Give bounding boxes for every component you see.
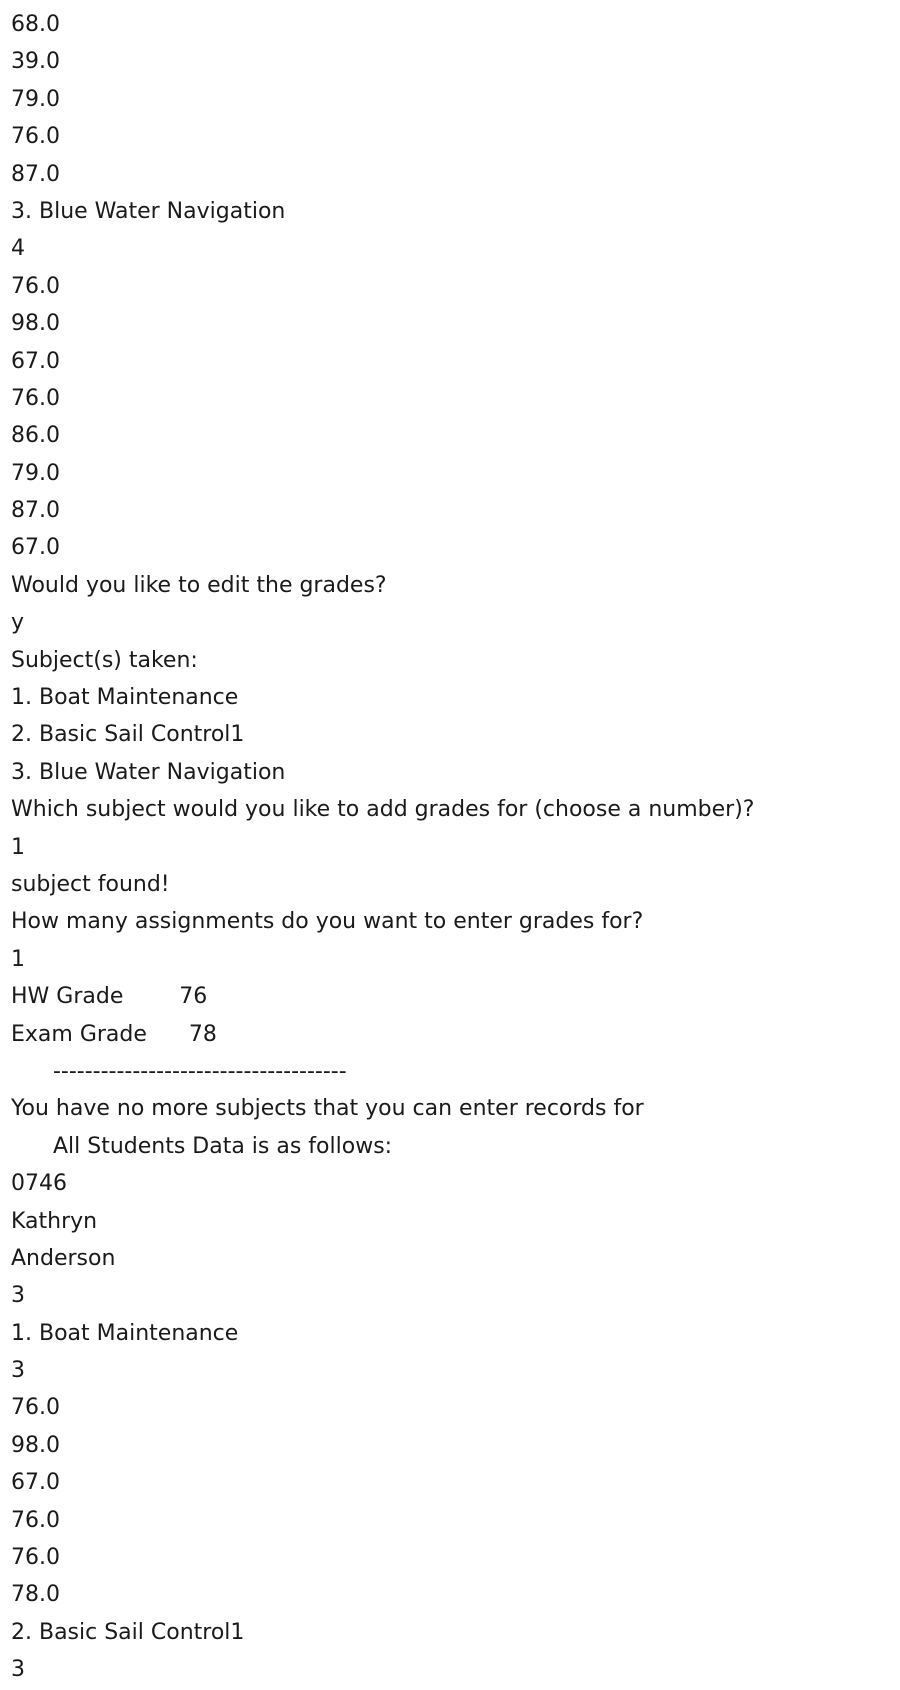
output-line: 87.0 <box>11 161 60 187</box>
output-line: 3 <box>11 1358 25 1384</box>
output-line: Subject(s) taken: <box>11 647 198 673</box>
output-line: 2. Basic Sail Control1 <box>11 722 245 748</box>
output-line: 79.0 <box>11 460 60 486</box>
output-line: How many assignments do you want to enter grades for? <box>11 909 644 935</box>
output-line: 3. Blue Water Navigation <box>11 198 286 224</box>
output-line: 39.0 <box>11 49 60 75</box>
output-line: All Students Data is as follows: <box>11 1133 393 1159</box>
output-line: 78.0 <box>11 1582 60 1608</box>
output-line: 76.0 <box>11 1545 60 1571</box>
output-line: 79.0 <box>11 86 60 112</box>
output-line: 76.0 <box>11 1507 60 1533</box>
output-line: 86.0 <box>11 423 60 449</box>
output-line: 76.0 <box>11 124 60 150</box>
output-line: 1 <box>11 946 25 972</box>
output-line: Anderson <box>11 1245 116 1271</box>
output-line: y <box>11 610 25 636</box>
output-line: 1 <box>11 834 25 860</box>
output-line: Kathryn <box>11 1208 98 1234</box>
output-line: 2. Basic Sail Control1 <box>11 1619 245 1645</box>
output-line: subject found! <box>11 871 170 897</box>
separator-line: ------------------------------------- <box>11 1058 347 1084</box>
output-line: 76.0 <box>11 385 60 411</box>
output-line: 1. Boat Maintenance <box>11 1320 239 1346</box>
output-line: 76.0 <box>11 1395 60 1421</box>
output-line: Would you like to edit the grades? <box>11 572 387 598</box>
output-line: 98.0 <box>11 311 60 337</box>
output-line: Which subject would you like to add grades for (choose a number)? <box>11 797 755 823</box>
output-line: You have no more subjects that you can enter records for <box>11 1096 644 1122</box>
output-line: 68.0 <box>11 12 60 37</box>
output-line: 98.0 <box>11 1432 60 1458</box>
output-line: 3 <box>11 1657 25 1683</box>
output-line: 3 <box>11 1283 25 1309</box>
output-line: HW Grade 76 <box>11 984 208 1010</box>
output-line: 4 <box>11 236 25 262</box>
output-line: 76.0 <box>11 273 60 299</box>
output-line: 0746 <box>11 1171 67 1197</box>
output-line: 67.0 <box>11 348 60 374</box>
output-line: Exam Grade 78 <box>11 1021 217 1047</box>
output-line: 1. Boat Maintenance <box>11 685 239 711</box>
output-line: 67.0 <box>11 535 60 561</box>
output-line: 67.0 <box>11 1470 60 1496</box>
output-line: 87.0 <box>11 498 60 524</box>
output-line: 3. Blue Water Navigation <box>11 759 286 785</box>
